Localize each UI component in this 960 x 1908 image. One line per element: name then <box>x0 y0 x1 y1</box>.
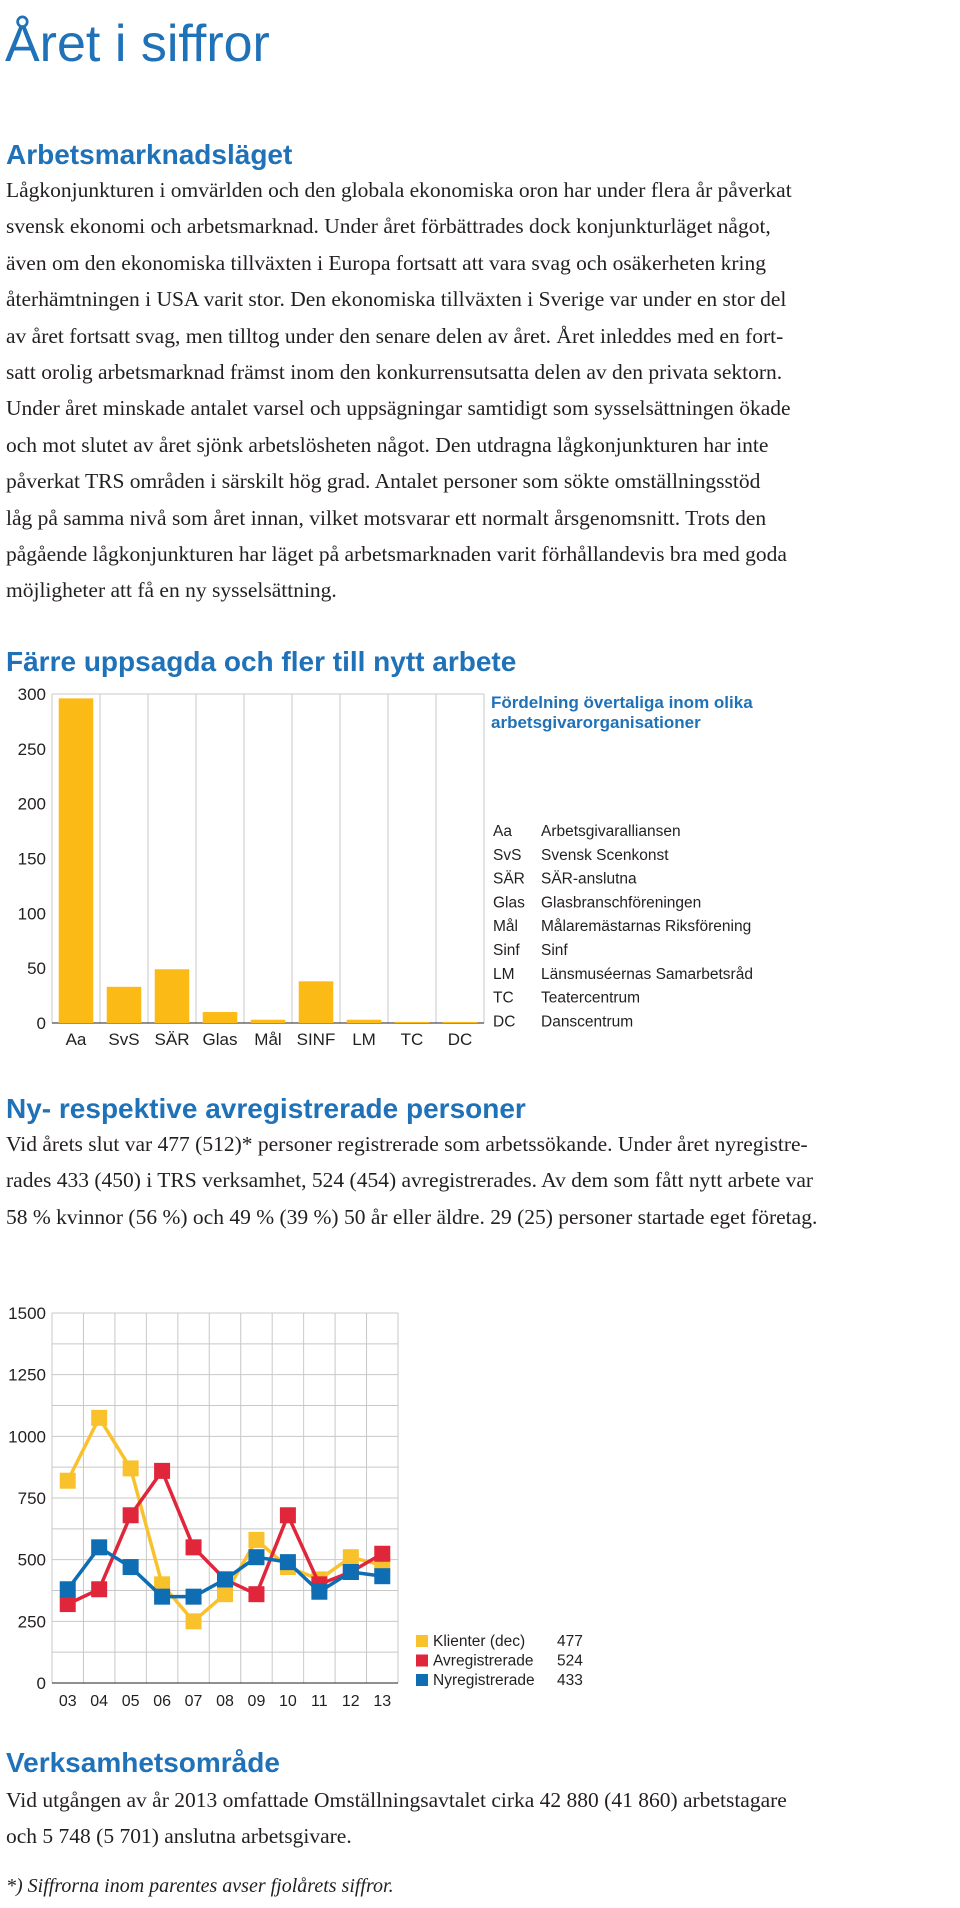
x-tick-label: 06 <box>153 1693 171 1710</box>
data-point <box>186 1613 202 1629</box>
data-point <box>186 1589 202 1605</box>
text-line: låg på samma nivå som året innan, vilket motsvarar ett normalt årsgenomsnitt. Trots den <box>6 505 767 530</box>
data-point <box>91 1581 107 1597</box>
x-tick-label: TC <box>400 1030 424 1049</box>
data-point <box>248 1532 264 1548</box>
x-tick-label: 10 <box>279 1693 297 1710</box>
bar <box>443 1022 478 1023</box>
text-line: rades 433 (450) i TRS verksamhet, 524 (454) avregistrerades. Av dem som fått nytt arbete var <box>6 1168 814 1193</box>
y-tick-label: 250 <box>17 739 46 759</box>
text-line: Under året minskade antalet varsel och uppsägningar samtidigt som sysselsättningen ökade <box>6 396 791 421</box>
text-line: påverkat TRS områden i särskilt hög grad. Antalet personer som sökte omställningsstöd <box>6 469 761 494</box>
x-tick-label: SÄR <box>154 1030 190 1049</box>
bar <box>107 987 142 1023</box>
data-point <box>91 1539 107 1555</box>
legend-name: Sinf <box>541 942 568 959</box>
legend-value: 477 <box>557 1633 583 1650</box>
data-point <box>280 1507 296 1523</box>
text-line: Vid årets slut var 477 (512)* personer registrerade som arbetssökande. Under året nyregistre- <box>6 1132 808 1156</box>
text-line: svensk ekonomi och arbetsmarknad. Under året förbättrades dock konjunkturläget något, <box>6 214 771 239</box>
legend-value: 433 <box>557 1672 583 1689</box>
data-point <box>374 1568 390 1584</box>
x-tick-label: 11 <box>311 1693 328 1710</box>
legend-code: Aa <box>493 823 512 840</box>
page-title: Året i siffror <box>5 15 270 73</box>
data-point <box>311 1584 327 1600</box>
x-tick-label: 13 <box>373 1693 392 1710</box>
x-tick-label: Mål <box>254 1030 282 1049</box>
data-point <box>186 1539 202 1555</box>
y-tick-label: 150 <box>17 849 46 869</box>
text-line: och 5 748 (5 701) anslutna arbetsgivare. <box>6 1824 352 1849</box>
y-tick-label: 0 <box>36 1674 46 1693</box>
data-point <box>123 1559 139 1575</box>
data-point <box>60 1596 76 1612</box>
x-tick-label: LM <box>352 1030 376 1049</box>
data-point <box>154 1589 170 1605</box>
x-tick-label: 07 <box>184 1693 203 1710</box>
data-point <box>374 1546 390 1562</box>
legend-name: Danscentrum <box>541 1013 634 1031</box>
section-body-registrerade <box>6 1126 954 1235</box>
y-tick-label: 500 <box>17 1550 46 1570</box>
legend-name: Länsmuséernas Samarbetsråd <box>541 965 753 983</box>
data-point <box>217 1586 233 1602</box>
legend-swatch <box>416 1635 428 1647</box>
text-line: möjligheter att få en ny sysselsättning. <box>6 578 337 603</box>
legend-code: LM <box>493 965 515 983</box>
text-line: satt orolig arbetsmarknad främst inom den konkurrensutsatta delen av den privata sektorn. <box>6 360 783 385</box>
legend-label: Avregistrerade <box>433 1652 534 1670</box>
x-tick-label: SINF <box>296 1030 336 1049</box>
legend-code: Sinf <box>493 942 520 959</box>
legend-label: Klienter (dec) <box>433 1633 526 1650</box>
legend-code: TC <box>493 989 514 1007</box>
legend-name: SÄR-anslutna <box>541 870 637 888</box>
bar <box>347 1020 382 1023</box>
legend-swatch <box>416 1655 428 1667</box>
y-tick-label: 200 <box>17 794 46 814</box>
x-tick-label: 05 <box>121 1693 140 1710</box>
text-line: återhämtningen i USA varit stor. Den ekonomiska tillväxten i Sverige var under en stor del <box>6 287 787 312</box>
section-heading-arbetsmarknadslaget: Arbetsmarknadsläget <box>6 139 293 170</box>
y-tick-label: 1250 <box>8 1365 46 1385</box>
text-line: och mot slutet av året sjönk arbetslösheten något. Den utdragna lågkonjunkturen har inte <box>6 432 769 457</box>
x-tick-label: 08 <box>216 1693 234 1710</box>
data-point <box>248 1549 264 1565</box>
bar <box>251 1020 286 1023</box>
chart-title: arbetsgivarorganisationer <box>491 713 701 732</box>
y-tick-label: 0 <box>36 1014 46 1033</box>
text-line: 58 % kvinnor (56 %) och 49 % (39 %) 50 år eller äldre. 29 (25) personer startade eget företag. <box>6 1204 818 1229</box>
x-tick-label: 03 <box>58 1693 77 1710</box>
section-body-arbetsmarknadslaget <box>6 172 954 609</box>
legend-label: Nyregistrerade <box>433 1672 535 1689</box>
data-point <box>91 1410 107 1426</box>
bar-chart <box>0 680 960 1080</box>
y-tick-label: 300 <box>17 685 46 704</box>
data-point <box>343 1564 359 1580</box>
y-tick-label: 1500 <box>8 1304 46 1323</box>
legend-name: Teatercentrum <box>541 989 641 1007</box>
text-line: pågående lågkonjunkturen har läget på arbetsmarknaden varit förhållandevis bra med goda <box>6 542 787 567</box>
legend-name: Svensk Scenkonst <box>541 846 669 864</box>
data-point <box>280 1554 296 1570</box>
bar <box>299 981 334 1023</box>
y-tick-label: 100 <box>17 904 46 924</box>
bar <box>203 1012 238 1023</box>
legend-code: Mål <box>493 918 518 936</box>
data-point <box>60 1581 76 1597</box>
legend-name: Arbetsgivaralliansen <box>541 823 681 840</box>
x-tick-label: 09 <box>247 1693 266 1710</box>
y-tick-label: 250 <box>17 1612 46 1632</box>
data-point <box>217 1571 233 1587</box>
section-heading-farre-uppsagda: Färre uppsagda och fler till nytt arbete <box>6 646 517 677</box>
text-line: även om den ekonomiska tillväxten i Europa fortsatt att vara svag och osäkerheten kring <box>6 250 767 275</box>
footnote: *) Siffrorna inom parentes avser fjolårets siffror. <box>6 1875 394 1897</box>
data-point <box>343 1549 359 1565</box>
legend-name: Glasbranschföreningen <box>541 894 702 912</box>
text-line: Vid utgången av år 2013 omfattade Omställningsavtalet cirka 42 880 (41 860) arbetstagare <box>6 1788 787 1812</box>
line-chart <box>0 1300 960 1720</box>
data-point <box>154 1463 170 1479</box>
bar <box>59 698 94 1023</box>
data-point <box>123 1507 139 1523</box>
x-tick-label: Aa <box>65 1030 87 1049</box>
text-line: Lågkonjunkturen i omvärlden och den globala ekonomiska oron har under flera år påverkat <box>6 178 792 202</box>
legend-code: Glas <box>493 894 525 912</box>
section-heading-registrerade: Ny- respektive avregistrerade personer <box>6 1093 526 1124</box>
x-tick-label: Glas <box>202 1030 238 1049</box>
legend-name: Målaremästarnas Riksförening <box>541 918 752 936</box>
y-tick-label: 750 <box>17 1489 46 1508</box>
text-line: av året fortsatt svag, men tilltog under den senare delen av året. Året inleddes med en fort- <box>6 323 784 348</box>
bar <box>395 1022 430 1023</box>
x-tick-label: 12 <box>341 1693 360 1710</box>
data-point <box>60 1473 76 1489</box>
legend-value: 524 <box>557 1652 583 1670</box>
bar <box>155 969 190 1023</box>
legend-swatch <box>416 1674 428 1686</box>
legend-code: SÄR <box>493 870 525 888</box>
data-point <box>248 1586 264 1602</box>
y-tick-label: 1000 <box>8 1427 46 1447</box>
x-tick-label: 04 <box>90 1693 109 1710</box>
y-tick-label: 50 <box>27 959 46 979</box>
x-tick-label: DC <box>447 1030 473 1049</box>
legend-code: DC <box>493 1013 516 1031</box>
legend-code: SvS <box>493 846 522 864</box>
section-body-verksamhetsomrade <box>6 1782 954 1855</box>
section-heading-verksamhetsomrade: Verksamhetsområde <box>6 1747 280 1778</box>
chart-title: Fördelning övertaliga inom olika <box>491 693 753 712</box>
x-tick-label: SvS <box>108 1030 140 1049</box>
data-point <box>123 1460 139 1476</box>
